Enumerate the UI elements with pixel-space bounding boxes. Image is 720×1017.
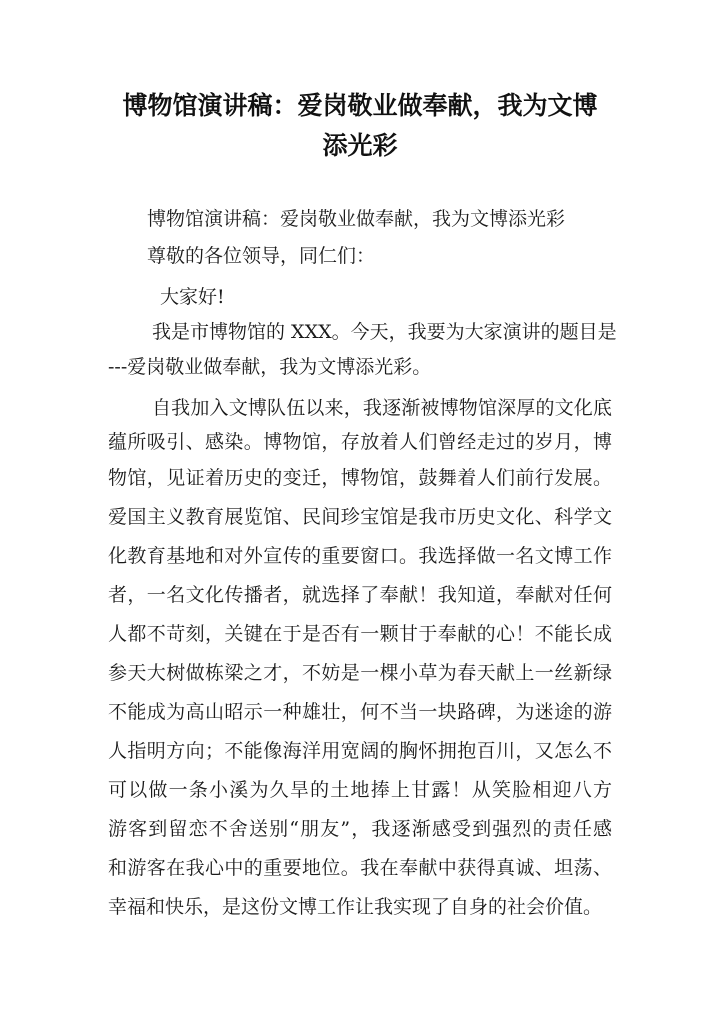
body-line-12: 游客到留恋不舍送别“朋友”，我逐渐感受到强烈的责任感 [108, 818, 612, 840]
intro-line-2: ---爱岗敬业做奉献，我为文博添光彩。 [108, 356, 432, 378]
intro-line-1: 我是市博物馆的 XXX。今天，我要为大家演讲的题目是 [152, 321, 617, 343]
body-line-1: 自我加入文博队伍以来，我逐渐被博物馆深厚的文化底 [152, 397, 612, 419]
body-line-13: 和游客在我心中的重要地位。我在奉献中获得真诚、坦荡、 [108, 857, 612, 879]
greeting: 大家好! [160, 286, 225, 308]
body-line-9: 不能成为高山昭示一种雄壮，何不当一块路碑，为迷途的游 [108, 701, 612, 723]
body-line-8: 参天大树做栋梁之才，不妨是一棵小草为春天献上一丝新绿 [108, 662, 612, 684]
body-line-10: 人指明方向；不能像海洋用宽阔的胸怀拥抱百川，又怎么不 [108, 740, 612, 762]
document-subtitle: 博物馆演讲稿：爱岗敬业做奉献，我为文博添光彩 [147, 208, 566, 230]
document-title-line-2: 添光彩 [322, 131, 398, 160]
body-line-5: 化教育基地和对外宣传的重要窗口。我选择做一名文博工作 [108, 545, 612, 567]
body-line-14: 幸福和快乐，是这份文博工作让我实现了自身的社会价值。 [108, 896, 603, 918]
body-line-7: 人都不苛刻，关键在于是否有一颗甘于奉献的心！不能长成 [108, 623, 612, 645]
body-line-6: 者，一名文化传播者，就选择了奉献！我知道，奉献对任何 [108, 584, 612, 606]
body-line-3: 物馆，见证着历史的变迁，博物馆，鼓舞着人们前行发展。 [108, 467, 612, 489]
document-title-line-1: 博物馆演讲稿：爱岗敬业做奉献，我为文博 [122, 91, 598, 120]
salutation: 尊敬的各位领导，同仁们： [147, 245, 376, 267]
body-line-2: 蕴所吸引、感染。博物馆，存放着人们曾经走过的岁月，博 [108, 431, 612, 453]
body-line-11: 可以做一条小溪为久旱的土地捧上甘露！从笑脸相迎八方 [108, 779, 612, 801]
body-line-4: 爱国主义教育展览馆、民间珍宝馆是我市历史文化、科学文 [108, 506, 612, 528]
